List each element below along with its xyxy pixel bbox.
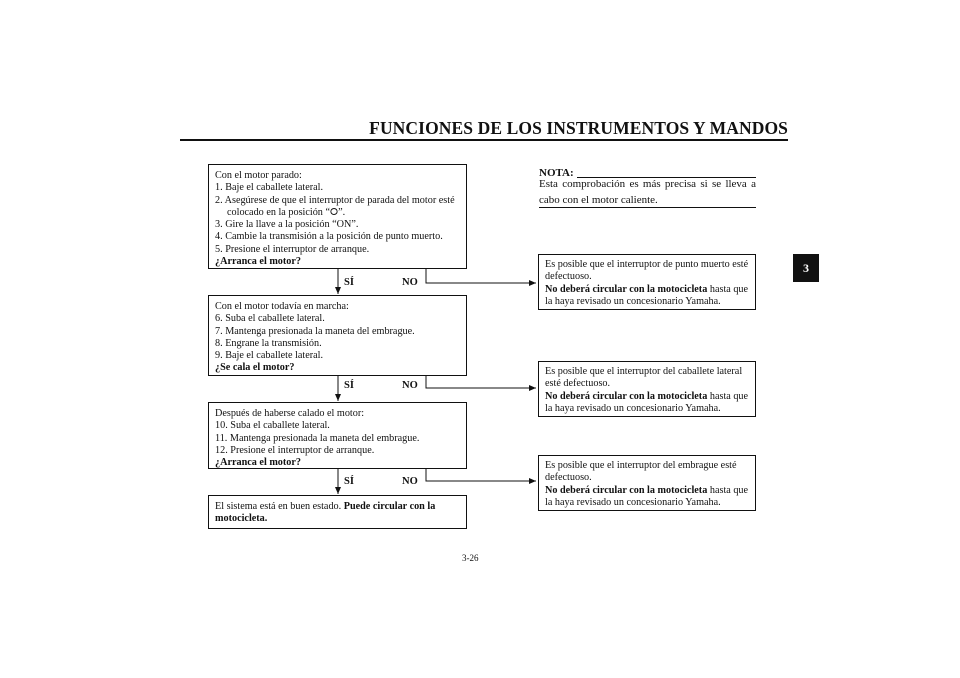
note-label: NOTA:	[539, 167, 574, 179]
fault-text: Es posible que el interruptor del embrague esté defectuoso.	[545, 460, 737, 484]
step-line: 6. Suba el caballete lateral.	[215, 313, 325, 325]
no-arrow-2	[426, 376, 536, 388]
note-rule-bottom	[539, 207, 756, 208]
fault-text: Es posible que el interruptor de punto muerto esté defectuoso.	[545, 259, 749, 283]
step-line: 3. Gire la llave a la posición “ON”.	[215, 219, 359, 231]
step-question: ¿Arranca el motor?	[215, 457, 301, 469]
fault-box-1	[538, 254, 756, 310]
no-arrow-1	[426, 269, 536, 283]
fault-rest: hasta que la haya revisado un concesionario Yamaha.	[545, 484, 749, 508]
step-line: 8. Engrane la transmisión.	[215, 337, 322, 349]
no-label: NO	[402, 476, 418, 487]
chapter-tab: 3	[793, 254, 819, 282]
fault-box-2	[538, 361, 756, 417]
step-line: 12. Presione el interruptor de arranque.	[215, 444, 375, 456]
fault-rest: hasta que la haya revisado un concesionario Yamaha.	[545, 390, 749, 414]
step-line: Con el motor todavía en marcha:	[215, 301, 349, 312]
step-line: 1. Baje el caballete lateral.	[215, 182, 324, 194]
result-text: El sistema está en buen estado.	[215, 501, 344, 512]
step-line: 11. Mantenga presionada la maneta del embrague.	[215, 432, 420, 444]
result-bold: Puede circular con la motocicleta.	[215, 501, 436, 525]
step-line: 10. Suba el caballete lateral.	[215, 420, 330, 432]
step-line: Con el motor parado:	[215, 170, 302, 181]
yes-label: SÍ	[344, 277, 354, 288]
step-line: 5. Presione el interruptor de arranque.	[215, 243, 370, 255]
page-title: FUNCIONES DE LOS INSTRUMENTOS Y MANDOS	[369, 118, 788, 138]
yes-label: SÍ	[344, 380, 354, 391]
flow-step-3	[208, 402, 467, 469]
step-line: 2. Asegúrese de que el interruptor de parada del motor esté	[215, 194, 455, 206]
fault-warning: No deberá circular con la motocicleta	[545, 390, 708, 402]
fault-warning: No deberá circular con la motocicleta	[545, 283, 708, 295]
step-question: ¿Arranca el motor?	[215, 256, 301, 268]
page-number: 3-26	[462, 553, 479, 563]
flow-step-1	[208, 164, 467, 269]
step-line: 7. Mantenga presionada la maneta del embrague.	[215, 325, 415, 337]
yes-label: SÍ	[344, 476, 354, 487]
step-line: colocado en la posición “⭘”.	[227, 206, 346, 218]
step-line: Después de haberse calado el motor:	[215, 408, 365, 419]
step-question: ¿Se cala el motor?	[215, 362, 295, 374]
no-label: NO	[402, 380, 418, 391]
no-label: NO	[402, 277, 418, 288]
note-text: Esta comprobación es más precisa si se lleva a cabo con el motor caliente.	[539, 178, 756, 206]
flow-step-2	[208, 295, 467, 376]
step-line: 4. Cambie la transmisión a la posición de punto muerto.	[215, 231, 443, 243]
flow-result	[208, 495, 467, 529]
fault-box-3	[538, 455, 756, 511]
step-line: 9. Baje el caballete lateral.	[215, 350, 324, 362]
fault-rest: hasta que la haya revisado un concesionario Yamaha.	[545, 283, 749, 307]
no-arrow-3	[426, 469, 536, 481]
fault-warning: No deberá circular con la motocicleta	[545, 484, 708, 496]
fault-text: Es posible que el interruptor del caballete lateral esté defectuoso.	[545, 366, 743, 390]
